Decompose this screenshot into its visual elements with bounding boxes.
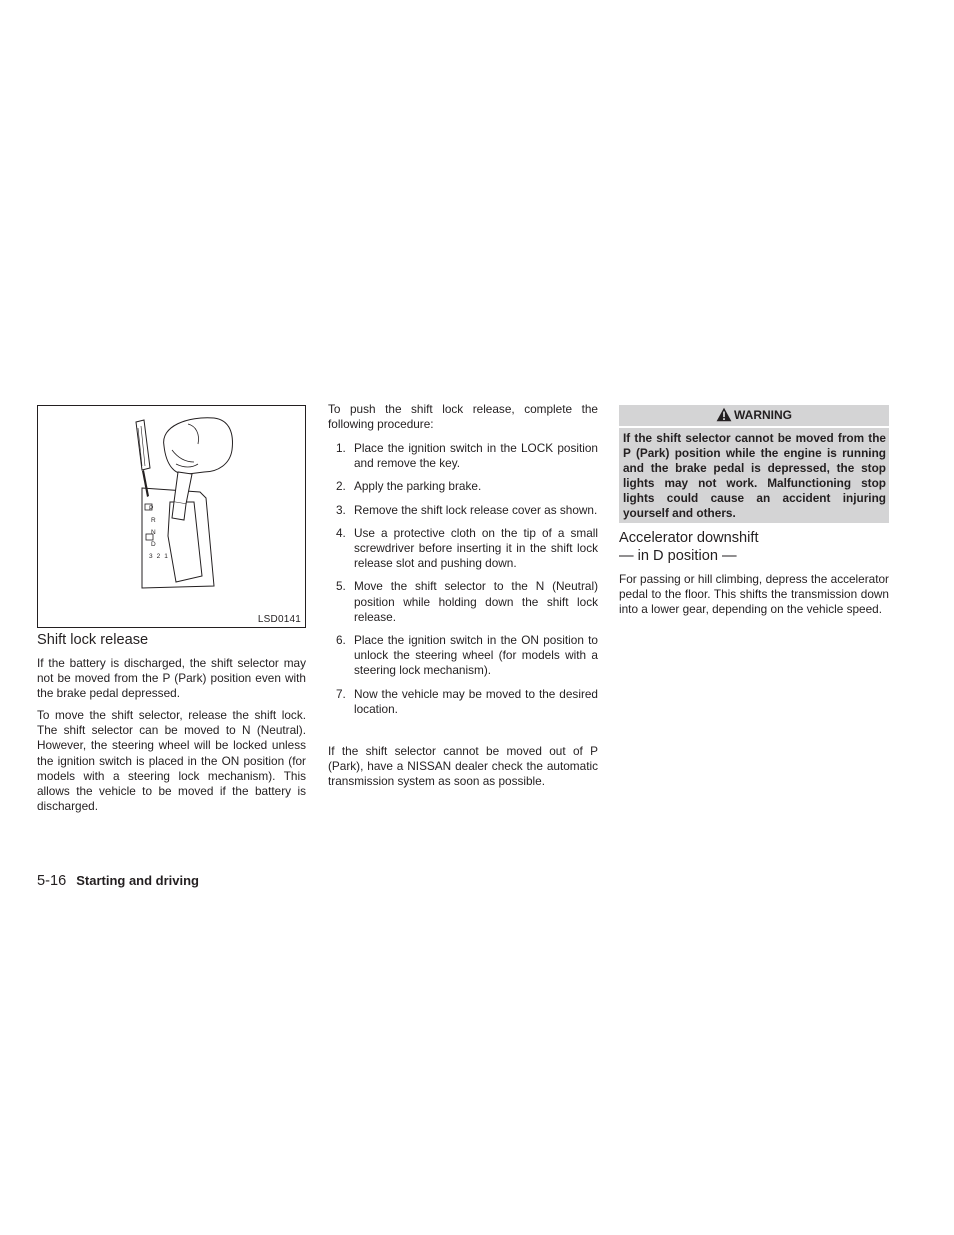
step-number: 1. — [336, 441, 346, 455]
warning-label: WARNING — [734, 408, 792, 422]
page-footer — [37, 871, 199, 890]
warning-header — [619, 405, 889, 426]
step-text: Move the shift selector to the N (Neutral) position while holding down the shift lock release. — [354, 579, 598, 624]
step-number: 5. — [336, 579, 346, 594]
gate-label-r: R — [151, 517, 156, 524]
step-item — [328, 633, 598, 679]
step-item — [328, 441, 598, 471]
step-text: Remove the shift lock release cover as shown. — [354, 502, 598, 517]
downshift-paragraph: For passing or hill climbing, depress the accelerator pedal to the floor. This shifts the transmission down into a lower gear, depending on the vehicle speed. — [619, 572, 889, 617]
step-text: Use a protective cloth on the tip of a small screwdriver before inserting it in the shift lock release slot and pushing down. — [354, 525, 598, 571]
step-item — [328, 526, 598, 572]
step-item — [328, 479, 598, 494]
gate-label-d: D — [151, 541, 156, 548]
warning-body: If the shift selector cannot be moved from the P (Park) position while the engine is running and the brake pedal is depressed, the stop lights may not work. Malfunctioning stop lights could cause an accident injuring yourself and others. — [619, 428, 889, 523]
warning-triangle-icon — [716, 407, 732, 429]
step-item — [328, 579, 598, 625]
step-item — [328, 687, 598, 717]
step-text: Apply the parking brake. — [354, 479, 482, 494]
gate-label-3: 3 — [149, 553, 153, 560]
step-text: Place the ignition switch in the LOCK position and remove the key. — [354, 441, 598, 471]
gate-label-row — [149, 551, 168, 563]
shift-selector-illustration — [38, 406, 305, 627]
step-number: 7. — [336, 686, 346, 701]
gate-labels — [151, 503, 168, 563]
move-selector-paragraph: To move the shift selector, release the shift lock. The shift selector can be moved to N (Neutral). However, the steering wheel will be locked unless the ignition switch is placed in the ON position (for models with a steering lock mechanism). This allows the vehicle to be moved if the battery is discharged. — [37, 708, 306, 814]
downshift-heading-line1: Accelerator downshift — [619, 530, 759, 546]
dealer-paragraph: If the shift selector cannot be moved out of P (Park), have a NISSAN dealer check the automatic transmission system as soon as possible. — [328, 744, 598, 789]
procedure-steps — [328, 441, 598, 725]
downshift-heading — [619, 529, 759, 565]
gate-label-p: P — [149, 505, 154, 512]
gate-label-n: N — [151, 529, 156, 536]
figure-code: LSD0141 — [257, 614, 301, 625]
step-item — [328, 503, 598, 518]
step-number: 2. — [336, 479, 346, 494]
step-number: 3. — [336, 502, 346, 517]
procedure-intro: To push the shift lock release, complete the following procedure: — [328, 402, 598, 432]
step-number: 4. — [336, 525, 346, 540]
shift-lock-figure — [37, 405, 306, 628]
shift-lock-heading: Shift lock release — [37, 632, 149, 648]
step-text: Place the ignition switch in the ON position to unlock the steering wheel (for models with a steering lock mechanism). — [354, 633, 598, 678]
battery-paragraph: If the battery is discharged, the shift selector may not be moved from the P (Park) position even with the brake pedal depressed. — [37, 656, 306, 701]
gate-label-1: 1 — [164, 553, 168, 560]
gate-label-2: 2 — [156, 553, 161, 560]
section-title: Starting and driving — [76, 873, 200, 888]
downshift-heading-line2: — in D position — — [619, 548, 737, 564]
page-number: 5-16 — [37, 873, 67, 889]
step-text: Now the vehicle may be moved to the desired location. — [354, 686, 598, 716]
step-number: 6. — [336, 633, 346, 648]
